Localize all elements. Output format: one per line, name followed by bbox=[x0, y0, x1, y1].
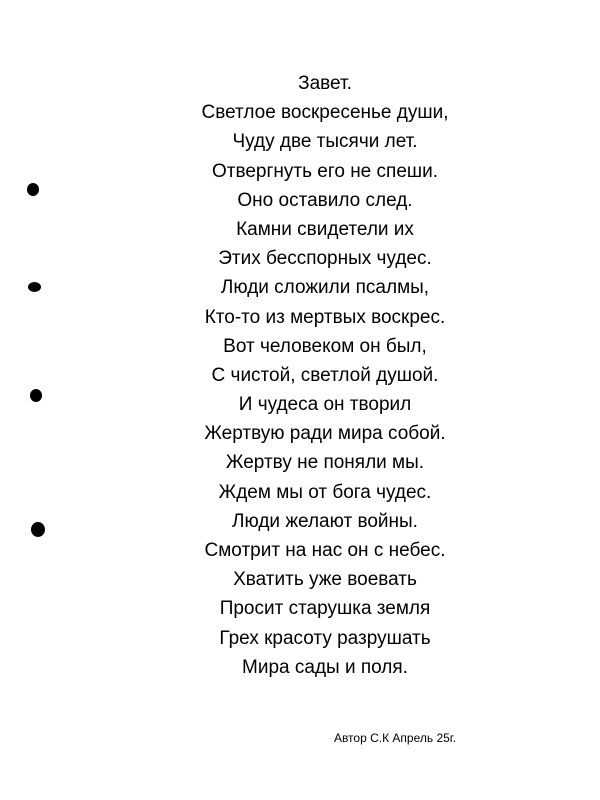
poem-line: И чудеса он творил bbox=[238, 394, 412, 416]
poem-line: Мира сады и поля. bbox=[242, 656, 408, 678]
poem-title: Завет. bbox=[298, 73, 352, 94]
margin-dot bbox=[28, 282, 41, 292]
author-signature: Автор С.К Апрель 25г. bbox=[333, 731, 457, 745]
poem-line: Кто-то из мертвых воскрес. bbox=[204, 306, 446, 328]
poem-line: Ждем мы от бога чудес. bbox=[218, 481, 432, 503]
poem-line: Оно оставило след. bbox=[237, 189, 413, 211]
margin-dot bbox=[30, 389, 42, 402]
poem-line: Смотрит на нас он с небес. bbox=[204, 540, 446, 561]
poem-line: Жертву не поняли мы. bbox=[225, 452, 425, 474]
poem-line: Жертвую ради мира собой. bbox=[204, 423, 446, 445]
poem-line: Люди сложили псалмы, bbox=[220, 277, 430, 299]
poem-line: Камни свидетели их bbox=[236, 218, 414, 240]
poem-line: Грех красоту разрушать bbox=[219, 627, 431, 649]
poem-line: Просит старушка земля bbox=[219, 598, 431, 620]
margin-dot bbox=[27, 183, 39, 196]
poem-line: Вот человеком он был, bbox=[223, 335, 427, 357]
poem-line: Хватить уже воевать bbox=[233, 569, 417, 591]
margin-dot bbox=[31, 522, 45, 537]
poem-text bbox=[160, 69, 490, 682]
poem-line: Отвергнуть его не спеши. bbox=[211, 160, 439, 182]
poem-line: Этих бесспорных чудес. bbox=[218, 248, 432, 270]
poem-line: Чуду две тысячи лет. bbox=[232, 131, 418, 153]
poem-line: Люди желают войны. bbox=[232, 510, 418, 532]
poem-line: С чистой, светлой душой. bbox=[211, 364, 439, 386]
poem-line: Светлое воскресенье души, bbox=[201, 102, 449, 124]
